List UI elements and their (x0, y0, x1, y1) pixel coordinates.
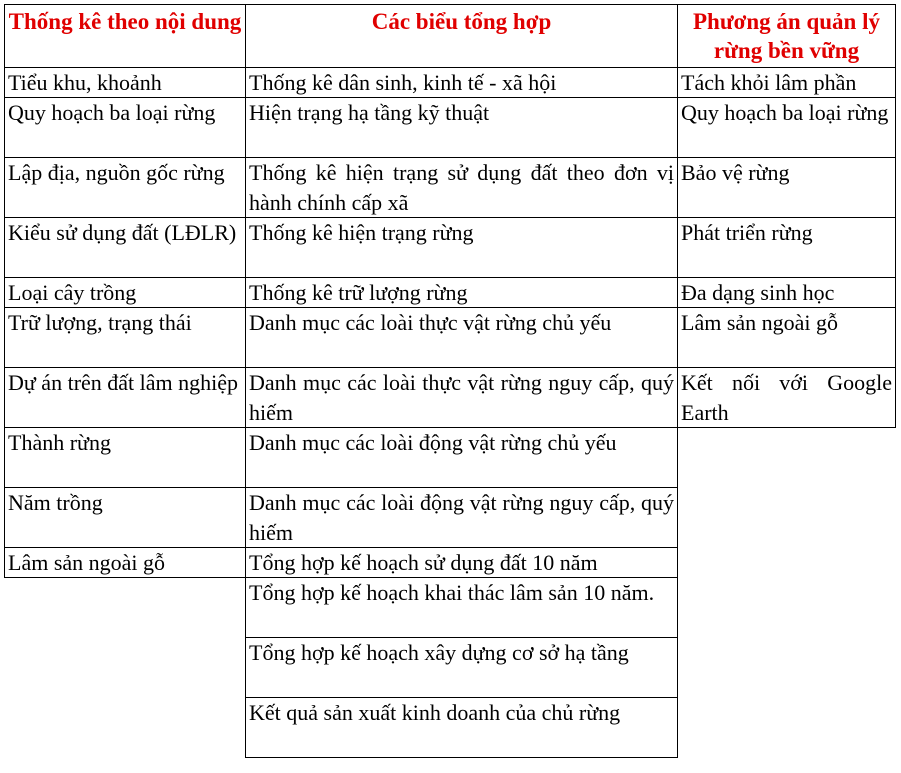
cell-du-an-tren-dat-lam-nghiep: Dự án trên đất lâm nghiệp (4, 367, 246, 428)
cell-thuc-vat-nguy-cap: Danh mục các loài thực vật rừng nguy cấp, quý hiếm (245, 367, 678, 428)
cell-lap-dia-nguon-goc-rung: Lập địa, nguồn gốc rừng (4, 157, 246, 218)
cell-ket-noi-google-earth: Kết nối với Google Earth (677, 367, 896, 428)
column-thong-ke-theo-noi-dung (4, 4, 246, 578)
cell-thong-ke-hien-trang-rung: Thống kê hiện trạng rừng (245, 217, 678, 278)
cell-thong-ke-tru-luong-rung: Thống kê trữ lượng rừng (245, 277, 678, 308)
cell-lam-san-ngoai-go: Lâm sản ngoài gỗ (4, 547, 246, 578)
cell-loai-cay-trong: Loại cây trồng (4, 277, 246, 308)
cell-thanh-rung: Thành rừng (4, 427, 246, 488)
header-cac-bieu-tong-hop: Các biểu tổng hợp (245, 4, 678, 68)
cell-da-dang-sinh-hoc: Đa dạng sinh học (677, 277, 896, 308)
cell-tach-khoi-lam-phan: Tách khỏi lâm phần (677, 67, 896, 98)
cell-phat-trien-rung: Phát triển rừng (677, 217, 896, 278)
cell-thong-ke-dan-sinh: Thống kê dân sinh, kinh tế - xã hội (245, 67, 678, 98)
header-phuong-an-quan-ly: Phương án quản lý rừng bền vững (677, 4, 896, 68)
cell-lam-san-ngoai-go-2: Lâm sản ngoài gỗ (677, 307, 896, 368)
column-cac-bieu-tong-hop (245, 4, 678, 758)
cell-tru-luong-trang-thai: Trữ lượng, trạng thái (4, 307, 246, 368)
cell-ke-hoach-khai-thac: Tổng hợp kế hoạch khai thác lâm sản 10 năm. (245, 577, 678, 638)
cell-nam-trong: Năm trồng (4, 487, 246, 548)
cell-dong-vat-nguy-cap: Danh mục các loài động vật rừng nguy cấp, quý hiếm (245, 487, 678, 548)
cell-tieu-khu-khoanh: Tiểu khu, khoảnh (4, 67, 246, 98)
cell-ke-hoach-su-dung-dat: Tổng hợp kế hoạch sử dụng đất 10 năm (245, 547, 678, 578)
header-thong-ke-theo-noi-dung: Thống kê theo nội dung (4, 4, 246, 68)
cell-quy-hoach-ba-loai-rung: Quy hoạch ba loại rừng (4, 97, 246, 158)
cell-quy-hoach-ba-loai-rung-2: Quy hoạch ba loại rừng (677, 97, 896, 158)
cell-hien-trang-ha-tang: Hiện trạng hạ tầng kỹ thuật (245, 97, 678, 158)
cell-thong-ke-hien-trang-su-dung-dat: Thống kê hiện trạng sử dụng đất theo đơn vị hành chính cấp xã (245, 157, 678, 218)
cell-bao-ve-rung: Bảo vệ rừng (677, 157, 896, 218)
cell-kieu-su-dung-dat: Kiểu sử dụng đất (LĐLR) (4, 217, 246, 278)
column-phuong-an-quan-ly (677, 4, 896, 428)
cell-ket-qua-san-xuat: Kết quả sản xuất kinh doanh của chủ rừng (245, 697, 678, 758)
cell-dong-vat-chu-yeu: Danh mục các loài động vật rừng chủ yếu (245, 427, 678, 488)
cell-thuc-vat-chu-yeu: Danh mục các loài thực vật rừng chủ yếu (245, 307, 678, 368)
cell-ke-hoach-xay-dung: Tổng hợp kế hoạch xây dựng cơ sở hạ tầng (245, 637, 678, 698)
